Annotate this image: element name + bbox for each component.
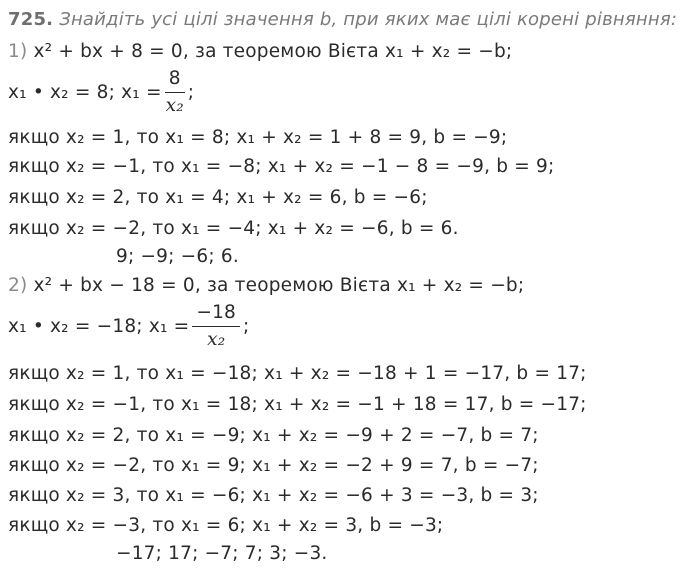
part2-equation: x² + bx − 18 = 0, за теоремою Вієта x₁ + x₂ = −b; (33, 275, 525, 296)
part1-fraction-end: ; (187, 81, 195, 103)
problem-number: 725. (8, 9, 54, 30)
part2-fraction-numerator: −18 (192, 302, 240, 327)
part1-fraction-numerator: 8 (165, 68, 185, 93)
part2-fraction (192, 302, 240, 351)
part1-case: якщо x₂ = 2, то x₁ = 4; x₁ + x₂ = 6, b = −6; (8, 187, 428, 208)
part2-equation-line (8, 274, 524, 298)
part2-case: якщо x₂ = −3, то x₁ = 6; x₁ + x₂ = 3, b = −3; (8, 515, 444, 536)
part2-case: якщо x₂ = 2, то x₁ = −9; x₁ + x₂ = −9 + 2 = −7, b = 7; (8, 425, 539, 446)
part2-fraction-end: ; (243, 315, 250, 337)
part1-case: якщо x₂ = 1, то x₁ = 8; x₁ + x₂ = 1 + 8 = 9, b = −9; (8, 127, 508, 148)
part1-case: якщо x₂ = −1, то x₁ = −8; x₁ + x₂ = −1 − 8 = −9, b = 9; (8, 156, 555, 177)
part1-product-line (8, 62, 194, 122)
part2-case: якщо x₂ = 1, то x₁ = −18; x₁ + x₂ = −18 + 1 = −17, b = 17; (8, 363, 587, 384)
problem-title: Знайдіть усі цілі значення b, при яких має цілі корені рівняння: (59, 9, 678, 30)
part1-product: x₁ • x₂ = 8; x₁ = (8, 81, 162, 103)
part2-case: якщо x₂ = −2, то x₁ = 9; x₁ + x₂ = −2 + 9 = 7, b = −7; (8, 455, 539, 476)
part2-label: 2) (8, 275, 28, 296)
problem-header (8, 8, 677, 32)
part1-label: 1) (8, 41, 28, 62)
part2-answer: −17; 17; −7; 7; 3; −3. (116, 543, 328, 564)
part1-equation: x² + bx + 8 = 0, за теоремою Вієта x₁ + x₂ = −b; (33, 41, 513, 62)
part1-answer: 9; −9; −6; 6. (116, 246, 239, 267)
part1-equation-line (8, 40, 512, 64)
part2-product-line (8, 296, 249, 356)
part2-product: x₁ • x₂ = −18; x₁ = (8, 315, 190, 337)
part2-case: якщо x₂ = −1, то x₁ = 18; x₁ + x₂ = −1 + 18 = 17, b = −17; (8, 394, 587, 415)
part2-case: якщо x₂ = 3, то x₁ = −6; x₁ + x₂ = −6 + 3 = −3, b = 3; (8, 485, 539, 506)
part1-fraction (165, 68, 185, 117)
part1-case: якщо x₂ = −2, то x₁ = −4; x₁ + x₂ = −6, b = 6. (8, 218, 459, 239)
part2-fraction-denominator: x₂ (207, 328, 226, 350)
part1-fraction-denominator: x₂ (165, 94, 184, 116)
